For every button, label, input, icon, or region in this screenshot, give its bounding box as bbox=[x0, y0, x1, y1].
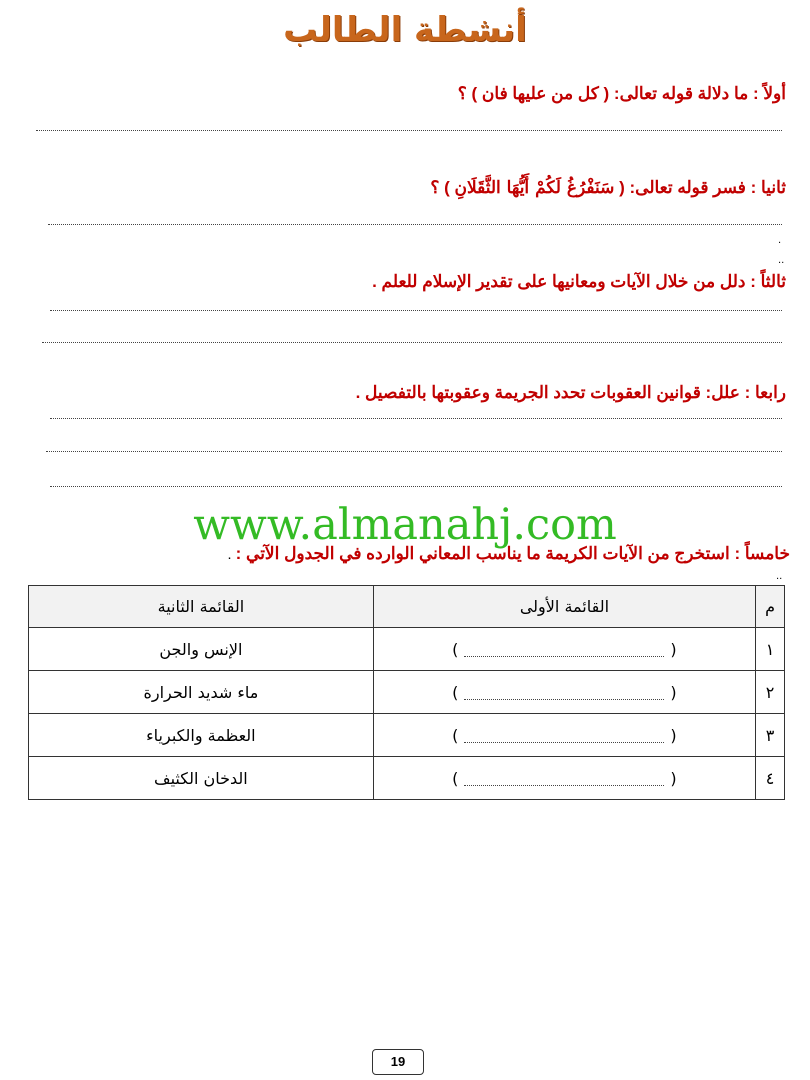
close-paren: ) bbox=[452, 639, 459, 659]
answer-line-4c[interactable] bbox=[50, 486, 782, 487]
meaning-cell: العظمة والكبرياء bbox=[29, 714, 374, 757]
header-num: م bbox=[756, 586, 785, 628]
table-row bbox=[29, 757, 785, 800]
answer-line-2[interactable] bbox=[48, 224, 782, 225]
stray-dot: . bbox=[778, 235, 782, 246]
answer-blank[interactable] bbox=[464, 730, 664, 743]
open-paren: ( bbox=[670, 682, 677, 702]
answer-line-4a[interactable] bbox=[50, 418, 782, 419]
watermark: www.almanahj.com bbox=[193, 500, 617, 550]
answer-blank[interactable] bbox=[464, 773, 664, 786]
header-first-list: القائمة الأولى bbox=[373, 586, 755, 628]
question-2-suffix: ) ؟ bbox=[430, 178, 450, 197]
question-5-text: خامساً : استخرج من الآيات الكريمة ما يناسب المعاني الوارده في الجدول الآتي : bbox=[235, 544, 790, 563]
matching-table bbox=[28, 585, 785, 800]
question-5 bbox=[228, 544, 790, 564]
page-number: 19 bbox=[372, 1049, 424, 1075]
stray-dots-5: .. bbox=[776, 571, 783, 582]
meaning-cell: الدخان الكثيف bbox=[29, 757, 374, 800]
question-2-prefix: ثانيا : فسر قوله تعالى: ( bbox=[619, 178, 786, 197]
answer-line-3a[interactable] bbox=[50, 310, 782, 311]
question-4: رابعا : علل: قوانين العقوبات تحدد الجريمة وعقوبتها بالتفصيل . bbox=[355, 383, 786, 402]
page-title: أنشطة الطالب bbox=[283, 10, 527, 50]
answer-line-3b[interactable] bbox=[42, 342, 782, 343]
answer-blank[interactable] bbox=[464, 644, 664, 657]
answer-cell[interactable] bbox=[373, 757, 755, 800]
table-row bbox=[29, 714, 785, 757]
row-num: ٤ bbox=[756, 757, 785, 800]
close-paren: ) bbox=[452, 768, 459, 788]
close-paren: ) bbox=[452, 725, 459, 745]
header-second-list: القائمة الثانية bbox=[29, 586, 374, 628]
table-row bbox=[29, 628, 785, 671]
table-row bbox=[29, 671, 785, 714]
row-num: ٢ bbox=[756, 671, 785, 714]
open-paren: ( bbox=[670, 725, 677, 745]
meaning-cell: ماء شديد الحرارة bbox=[29, 671, 374, 714]
row-num: ٣ bbox=[756, 714, 785, 757]
question-2-verse: سَنَفْرُغُ لَكُمْ أَيُّهَا الثَّقَلَانِ bbox=[454, 178, 615, 198]
open-paren: ( bbox=[670, 639, 677, 659]
answer-blank[interactable] bbox=[464, 687, 664, 700]
question-1: أولاً : ما دلالة قوله تعالى: ( كل من عليها فان ) ؟ bbox=[457, 84, 786, 103]
open-paren: ( bbox=[670, 768, 677, 788]
question-3: ثالثاً : دلل من خلال الآيات ومعانيها على تقدير الإسلام للعلم . bbox=[372, 272, 786, 291]
answer-line-4b[interactable] bbox=[46, 451, 782, 452]
answer-cell[interactable] bbox=[373, 714, 755, 757]
answer-line-1[interactable] bbox=[36, 130, 782, 131]
question-2 bbox=[430, 178, 786, 198]
row-num: ١ bbox=[756, 628, 785, 671]
stray-dots: .. bbox=[778, 255, 785, 266]
meaning-cell: الإنس والجن bbox=[29, 628, 374, 671]
stray-dot-5: . bbox=[228, 551, 231, 562]
answer-cell[interactable] bbox=[373, 671, 755, 714]
answer-cell[interactable] bbox=[373, 628, 755, 671]
table-header-row bbox=[29, 586, 785, 628]
close-paren: ) bbox=[452, 682, 459, 702]
